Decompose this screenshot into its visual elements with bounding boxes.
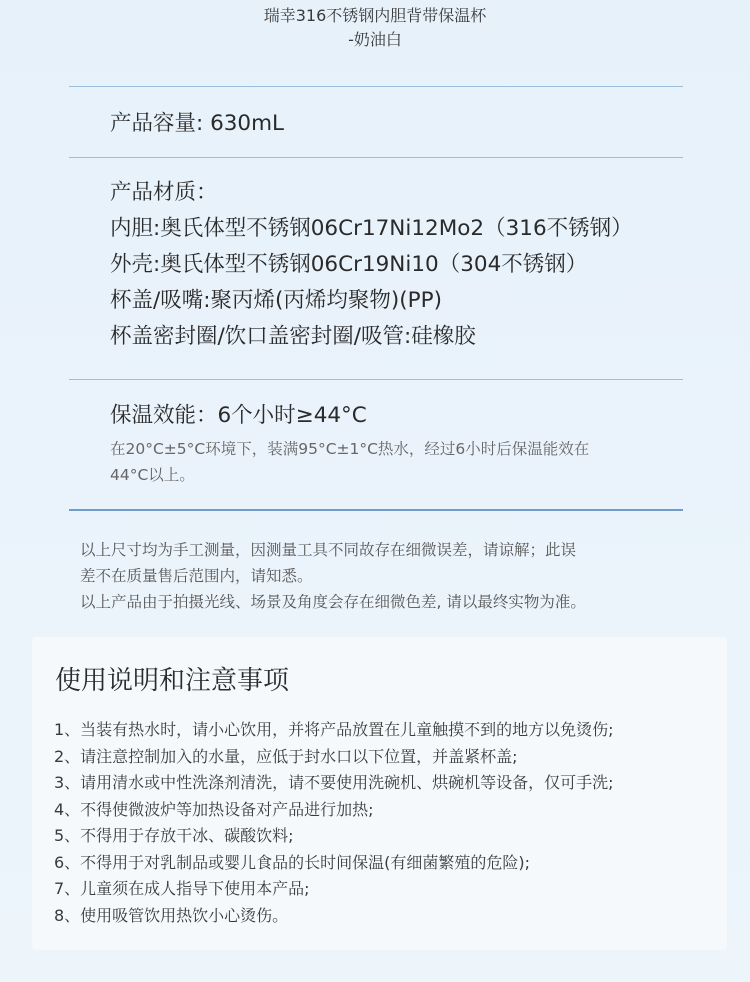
- disclaimer-line: 以上尺寸均为手工测量，因测量工具不同故存在细微误差，请谅解；此误: [80, 541, 577, 559]
- product-title: [0, 4, 750, 52]
- usage-title: 使用说明和注意事项: [55, 666, 290, 696]
- material-section: [110, 175, 710, 355]
- material-line-inner: 内胆:奥氏体型不锈钢06Cr17Ni12Mo2（316不锈钢）: [110, 216, 633, 241]
- usage-item: 4、不得使微波炉等加热设备对产品进行加热;: [54, 799, 374, 819]
- divider: [69, 379, 683, 380]
- insulation-section: [110, 398, 710, 488]
- usage-item: 2、请注意控制加入的水量，应低于封水口以下位置，并盖紧杯盖;: [54, 746, 518, 766]
- usage-item: 7、儿童须在成人指导下使用本产品;: [54, 879, 310, 898]
- usage-list: [54, 717, 724, 929]
- disclaimer: [80, 537, 690, 615]
- usage-item: 3、请用清水或中性洗涤剂清洗，请不要使用洗碗机、烘碗机等设备，仅可手洗;: [54, 773, 614, 792]
- disclaimer-line: 以上产品由于拍摄光线、场景及角度会存在细微色差, 请以最终实物为准。: [80, 593, 586, 611]
- divider: [69, 509, 683, 511]
- insulation-note-line: 在20°C±5°C环境下，装满95°C±1°C热水，经过6小时后保温能效在: [110, 440, 590, 458]
- material-line-lid: 杯盖/吸嘴:聚丙烯(丙烯均聚物)(PP): [110, 288, 442, 313]
- material-heading: 产品材质：: [110, 180, 218, 205]
- usage-panel: [32, 637, 727, 950]
- capacity-text: 产品容量: 630mL: [110, 111, 285, 136]
- disclaimer-line: 差不在质量售后范围内，请知悉。: [80, 567, 313, 585]
- product-color-line: -奶油白: [348, 30, 402, 49]
- insulation-note-line: 44°C以上。: [110, 466, 195, 484]
- insulation-heading: 保温效能：6个小时≥44°C: [110, 403, 367, 428]
- usage-item: 8、使用吸管饮用热饮小心烫伤。: [54, 905, 289, 925]
- divider: [69, 157, 683, 158]
- usage-item: 6、不得用于对乳制品或婴儿食品的长时间保温(有细菌繁殖的危险);: [54, 852, 531, 872]
- product-title-line: 瑞幸316不锈钢内胆背带保温杯: [263, 6, 487, 25]
- divider: [69, 86, 683, 87]
- material-line-seal: 杯盖密封圈/饮口盖密封圈/吸管:硅橡胶: [110, 324, 476, 349]
- capacity-section: [110, 106, 710, 142]
- material-line-shell: 外壳:奥氏体型不锈钢06Cr19Ni10（304不锈钢）: [110, 252, 588, 277]
- usage-item: 5、不得用于存放干冰、碳酸饮料;: [54, 826, 294, 845]
- usage-item: 1、当装有热水时，请小心饮用，并将产品放置在儿童触摸不到的地方以免烫伤;: [54, 720, 614, 739]
